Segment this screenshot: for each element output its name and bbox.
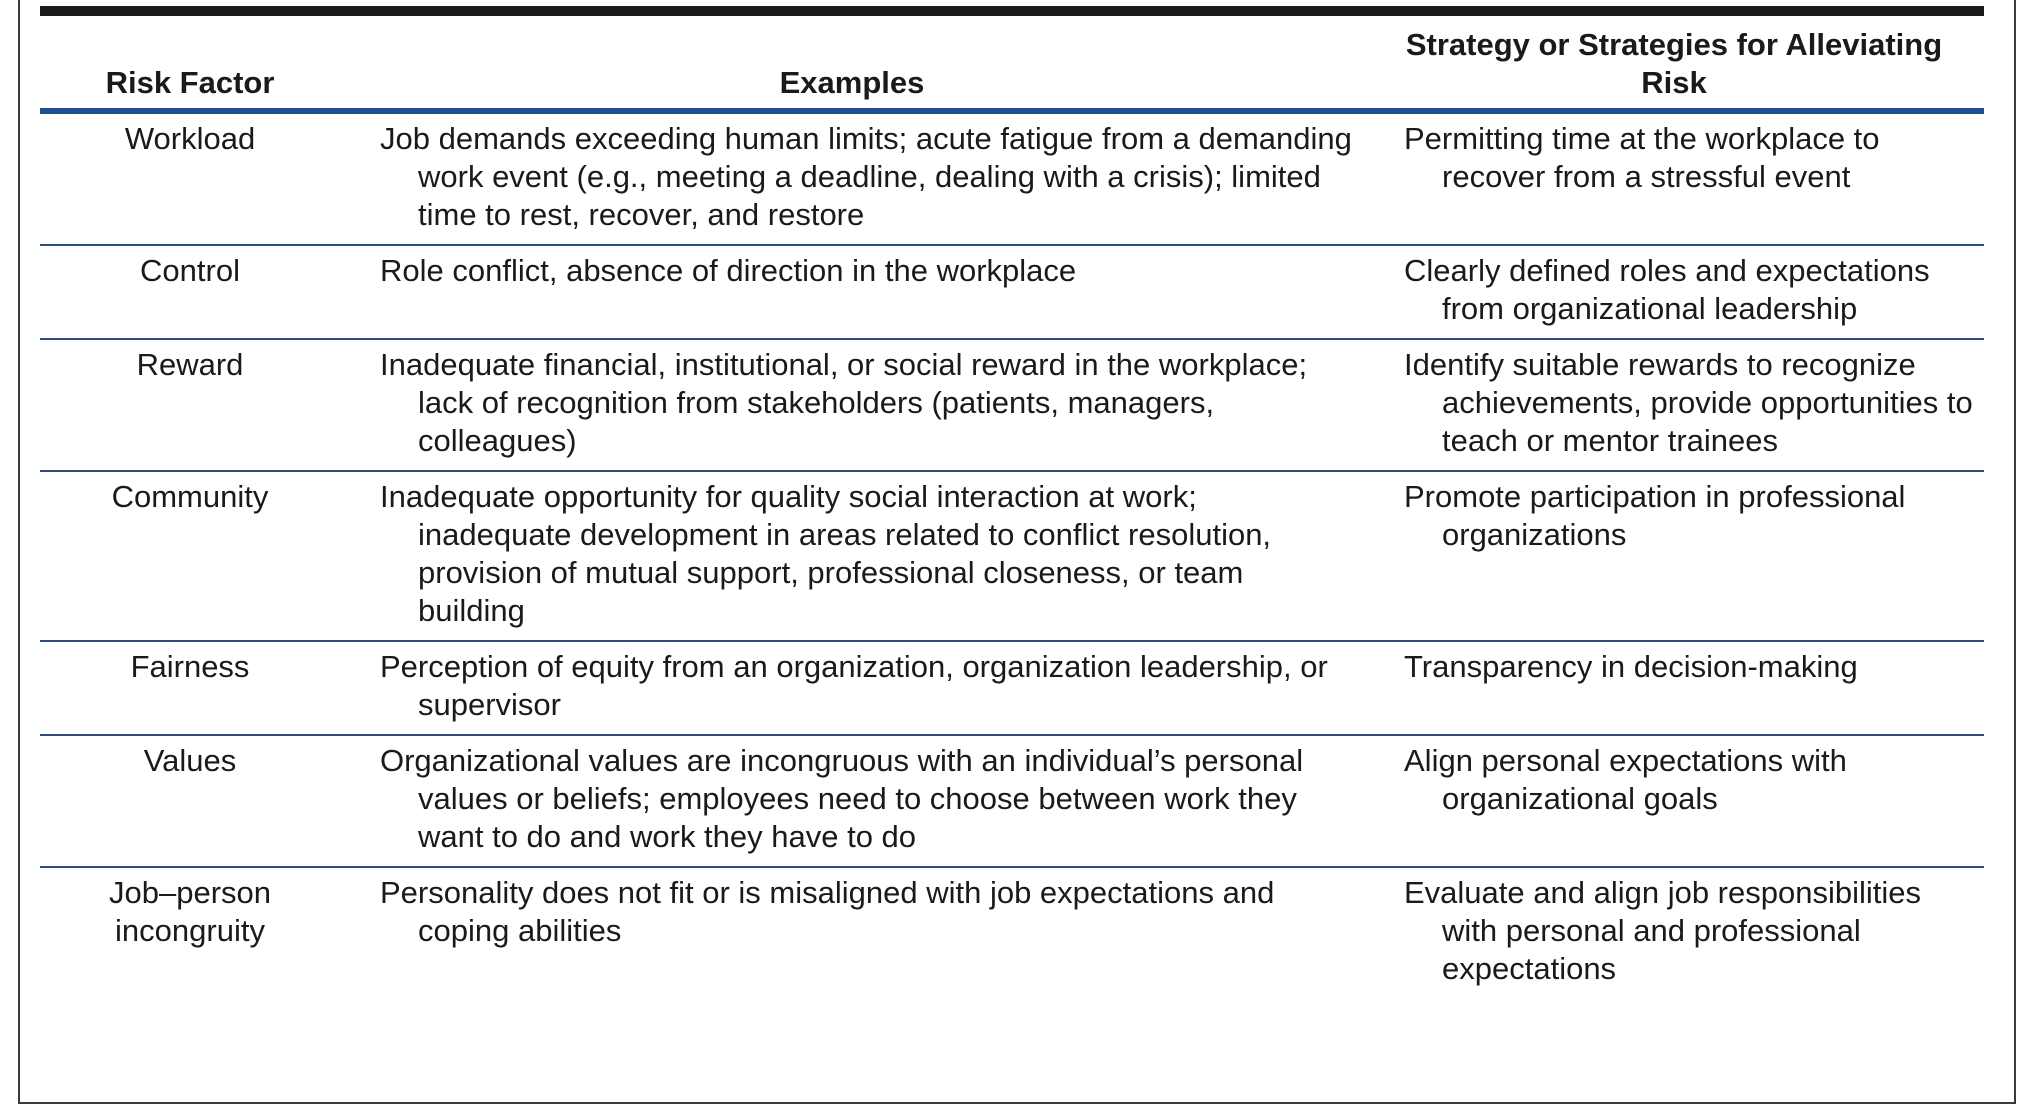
risk-factor-cell: Fairness xyxy=(40,641,340,735)
strategy-cell xyxy=(1364,735,1984,867)
example-text: Job demands exceeding human limits; acute fatigue from a demanding work event (e.g., meeting a deadline, dealing with a crisis); limited time to rest, recover, and restore xyxy=(380,121,1352,232)
risk-factor-cell: Reward xyxy=(40,339,340,471)
table-row xyxy=(40,245,1984,339)
table-header-row xyxy=(40,16,1984,111)
strategy-cell xyxy=(1364,471,1984,641)
example-text: Role conflict, absence of direction in the workplace xyxy=(380,253,1077,288)
risk-factor-cell: Control xyxy=(40,245,340,339)
strategy-text: Evaluate and align job responsibilities with personal and professional expectations xyxy=(1404,875,1921,986)
table-row xyxy=(40,867,1984,998)
header-examples: Examples xyxy=(340,16,1364,111)
strategy-text: Clearly defined roles and expectations from organizational leadership xyxy=(1404,253,1930,326)
strategy-cell xyxy=(1364,111,1984,245)
example-cell xyxy=(340,339,1364,471)
example-cell xyxy=(340,471,1364,641)
table-row xyxy=(40,735,1984,867)
header-strategy: Strategy or Strategies for Alleviating Risk xyxy=(1364,16,1984,111)
example-text: Personality does not fit or is misaligned with job expectations and coping abilities xyxy=(380,875,1275,948)
strategy-cell xyxy=(1364,867,1984,998)
strategy-text: Align personal expectations with organizational goals xyxy=(1404,743,1847,816)
risk-factor-cell: Values xyxy=(40,735,340,867)
strategy-text: Promote participation in professional organizations xyxy=(1404,479,1906,552)
risk-factor-cell: Job–person incongruity xyxy=(108,875,271,948)
strategy-text: Permitting time at the workplace to recover from a stressful event xyxy=(1404,121,1880,194)
example-cell xyxy=(340,641,1364,735)
strategy-cell xyxy=(1364,245,1984,339)
risk-factor-table xyxy=(40,16,1984,998)
risk-factor-cell: Community xyxy=(40,471,340,641)
risk-factor-cell: Workload xyxy=(40,111,340,245)
strategy-cell xyxy=(1364,339,1984,471)
example-text: Perception of equity from an organization, organization leadership, or supervisor xyxy=(380,649,1328,722)
table-row xyxy=(40,641,1984,735)
strategy-text: Transparency in decision-making xyxy=(1404,649,1858,684)
table-row xyxy=(40,111,1984,245)
example-text: Inadequate opportunity for quality social interaction at work; inadequate development in areas related to conflict resolution, provision of mutual support, professional closeness, or team building xyxy=(380,479,1272,628)
example-text: Organizational values are incongruous with an individual’s personal values or beliefs; employees need to choose between work they want to do and work they have to do xyxy=(380,743,1304,854)
example-text: Inadequate financial, institutional, or social reward in the workplace; lack of recognition from stakeholders (patients, managers, colleagues) xyxy=(380,347,1308,458)
strategy-cell xyxy=(1364,641,1984,735)
table-row xyxy=(40,471,1984,641)
example-cell xyxy=(340,245,1364,339)
example-cell xyxy=(340,867,1364,998)
strategy-text: Identify suitable rewards to recognize achievements, provide opportunities to teach or mentor trainees xyxy=(1404,347,1973,458)
example-cell xyxy=(340,111,1364,245)
header-risk-factor: Risk Factor xyxy=(40,16,340,111)
table-row xyxy=(40,339,1984,471)
table-top-rule xyxy=(40,6,1984,16)
example-cell xyxy=(340,735,1364,867)
